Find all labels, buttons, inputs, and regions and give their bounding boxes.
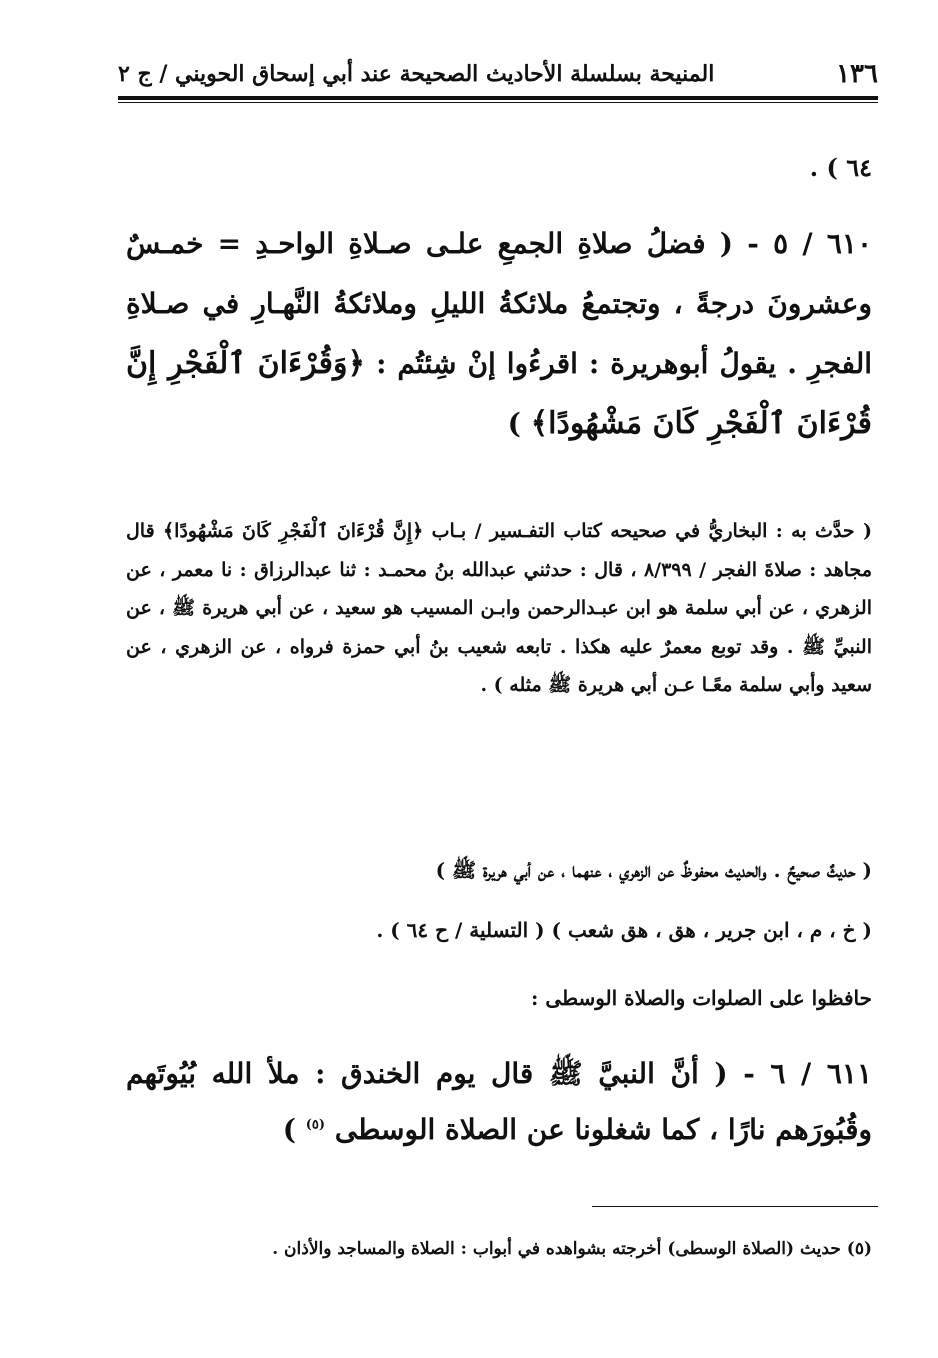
section-heading: حافظوا على الصلوات والصلاة الوسطى : [531, 986, 872, 1010]
hadith-611 [126, 1046, 872, 1158]
hadith-610-text: ٦١٠ / ٥ - ( فضلُ صلاةِ الجمعِ علـى صـلاةِ الواحـدِ = خمـسٌ وعشرونَ درجةً ، وتجتمعُ ملائكةُ الليلِ وملائكةُ النَّهـارِ في صـلاةِ الفجرِ . يقولُ أبوهريرة : اقرءُوا إنْ شِئتُم : [126, 227, 873, 380]
header-rule-thick [118, 96, 878, 100]
hadith-610-close: ) [507, 407, 521, 440]
source-references: ( خ ، م ، ابن جرير ، هق ، هق شعب ) ( التسلية / ح ٦٤ ) . [376, 918, 872, 942]
footnote: (٥) حديث (الصلاة الوسطى) أخرجته بشواهده في أبواب : الصلاة والمساجد والأذان . [272, 1239, 872, 1259]
hadith-verdict: ( حديثٌ صحيحٌ . والحديث محفوظٌ عن الزهري ، عنهما ، عن أبي هريرة ﷺ ) [435, 858, 872, 882]
hadith-610 [126, 214, 872, 454]
hadith-611-close: ) [282, 1113, 296, 1146]
footnote-separator [592, 1206, 878, 1207]
running-header [118, 52, 878, 92]
running-title: المنيحة بسلسلة الأحاديث الصحيحة عند أبي إسحاق الحويني / ج ٢ [118, 61, 715, 87]
hadith-611-text: ٦١١ / ٦ - ( أنَّ النبيَّ ﷺ قال يوم الخندق : ملأ الله بُيُوتَهم وقُبُورَهم نارًا ، كما شغلونا عن الصلاة الوسطى [126, 1057, 872, 1146]
header-rule-thin [118, 102, 878, 103]
takhrij-paragraph: ( حدَّث به : البخاريُّ في صحيحه كتاب التفـسير / بـاب ﴿إِنَّ قُرْءَانَ ٱلْفَجْرِ كَانَ مَشْهُودًا﴾ قال مجاهد : صلاةَ الفجر / ٨/٣٩٩ ، قال : حدثني عبدالله بنُ محمـد : ثنا عبدالرزاق : نا معمر ، عن الزهري ، عن أبي سلمة هو ابن عبـدالرحمن وابـن المسيب هو سعيد ، عن أبي هريرة ﷺ ، عن النبيِّ ﷺ . وقد توبع معمرٌ عليه هكذا . تابعه شعيب بنُ أبي حمزة فرواه ، عن الزهري ، عن سعيد وأبي سلمة معًـا عـن أبي هريرة ﷺ مثله ) . [126, 520, 872, 696]
continuation-text: ٦٤ ) . [809, 153, 872, 182]
quran-verse: ﴿وَقُرْءَانَ ٱلْفَجْرِ إِنَّ قُرْءَانَ ٱلْفَجْرِ كَانَ مَشْهُودًا﴾ [126, 346, 872, 441]
page-number: ١٣٦ [836, 59, 878, 89]
footnote-reference: (٥) [305, 1117, 325, 1133]
